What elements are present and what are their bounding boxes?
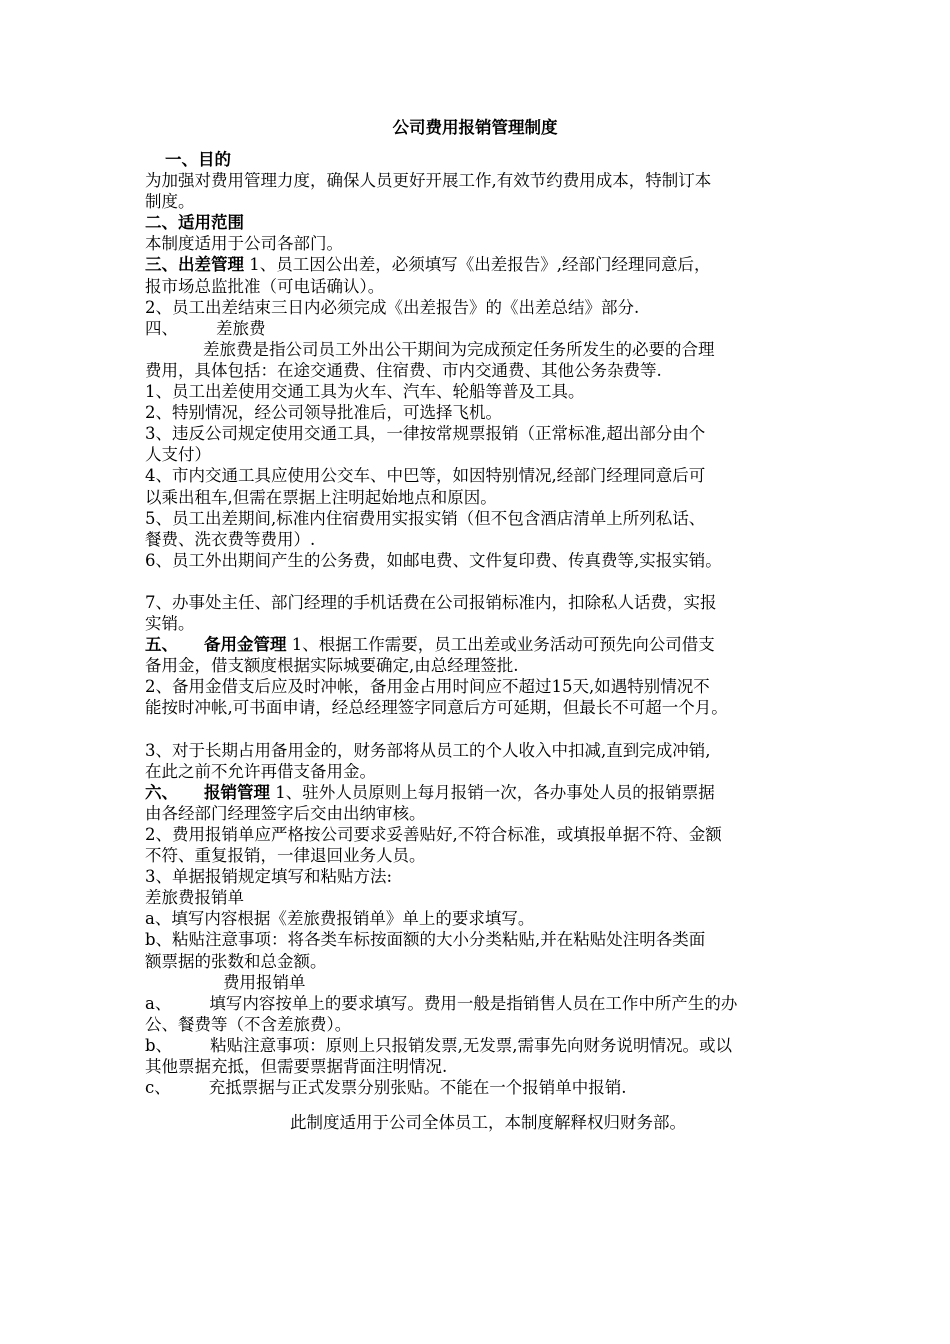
paragraph-line: 实销。	[145, 614, 195, 634]
footer-note: 此制度适用于公司全体员工，本制度解释权归财务部。	[290, 1113, 686, 1133]
list-item	[145, 1035, 825, 1056]
paragraph-line: 报市场总监批准（可电话确认）。	[145, 276, 385, 296]
inline-text: 1、驻外人员原则上每月报销一次，各办事处人员的报销票据	[270, 782, 715, 802]
paragraph-line: 在此之前不允许再借支备用金。	[145, 761, 376, 781]
paragraph-line: 3、对于长期占用备用金的，财务部将从员工的个人收入中扣减,直到完成冲销,	[145, 740, 711, 760]
paragraph-line	[145, 634, 825, 655]
paragraph-line: 公、餐费等（不含差旅费）。	[145, 1014, 352, 1034]
paragraph-line: 4、市内交通工具应使用公交车、中巴等，如因特别情况,经部门经理同意后可	[145, 466, 706, 486]
section-number: 六、	[145, 782, 178, 802]
list-item	[145, 1077, 825, 1098]
paragraph-line: 以乘出租车,但需在票据上注明起始地点和原因。	[145, 487, 497, 507]
paragraph-line: 2、备用金借支后应及时冲帐，备用金占用时间应不超过15天,如遇特别情况不	[145, 677, 710, 697]
blank-line	[145, 571, 825, 592]
inline-text: 1、根据工作需要，员工出差或业务活动可预先向公司借支	[286, 635, 715, 655]
inline-text: 1、员工因公出差，必须填写《出差报告》,经部门经理同意后，	[244, 255, 711, 275]
list-marker: c、	[145, 1078, 171, 1098]
paragraph-line: 为加强对费用管理力度，确保人员更好开展工作,有效节约费用成本，特制订本	[145, 171, 712, 191]
section-heading: 备用金管理	[204, 635, 287, 655]
paragraph-line: 额票据的张数和总金额。	[145, 951, 327, 971]
paragraph-line: 2、费用报销单应严格按公司要求妥善贴好,不符合标准，或填报单据不符、金额	[145, 825, 722, 844]
paragraph-line: 能按时冲帐,可书面申请，经总经理签字同意后方可延期，但最长不可超一个月。	[145, 698, 728, 718]
paragraph-line: 餐费、洗衣费等费用）.	[145, 529, 316, 549]
paragraph-line: 不符、重复报销，一律退回业务人员。	[145, 846, 426, 866]
section-heading: 差旅费	[216, 318, 266, 338]
section-heading: 三、出差管理	[145, 255, 244, 275]
paragraph-line: 1、员工出差使用交通工具为火车、汽车、轮船等普及工具。	[145, 382, 585, 402]
paragraph-line: 2、员工出差结束三日内必须完成《出差报告》的《出差总结》部分.	[145, 297, 640, 317]
paragraph-line: 人支付）	[145, 445, 211, 465]
section-heading-line	[145, 318, 825, 339]
section-heading: 二、适用范围	[145, 213, 244, 233]
document-title: 公司费用报销管理制度	[392, 118, 558, 137]
paragraph-line	[145, 254, 825, 275]
paragraph-line: 费用，具体包括：在途交通费、住宿费、市内交通费、其他公务杂费等.	[145, 360, 662, 380]
list-text: 填写内容按单上的要求填写。费用一般是指销售人员在工作中所产生的办	[209, 993, 738, 1013]
paragraph-line: b、粘贴注意事项：将各类车标按面额的大小分类粘贴,并在粘贴处注明各类面	[145, 930, 706, 950]
paragraph-line: 由各经部门经理签字后交由出纳审核。	[145, 803, 426, 823]
section-heading: 报销管理	[204, 782, 270, 802]
paragraph-line: 其他票据充抵，但需要票据背面注明情况.	[145, 1057, 448, 1077]
list-marker: b、	[145, 1035, 173, 1055]
paragraph-line: a、填写内容根据《差旅费报销单》单上的要求填写。	[145, 909, 535, 929]
subsection-heading: 费用报销单	[223, 972, 306, 992]
list-text: 充抵票据与正式发票分别张贴。不能在一个报销单中报销.	[208, 1078, 627, 1098]
section-number: 五、	[145, 635, 178, 655]
list-marker: a、	[145, 993, 172, 1013]
paragraph-line: 2、特别情况，经公司领导批准后，可选择飞机。	[145, 403, 502, 423]
paragraph-line: 备用金，借支额度根据实际城要确定,由总经理签批.	[145, 656, 519, 676]
list-text: 粘贴注意事项：原则上只报销发票,无发票,需事先向财务说明情况。或以	[210, 1035, 733, 1055]
paragraph-line: 差旅费报销单	[145, 888, 244, 908]
paragraph-line: 6、员工外出期间产生的公务费，如邮电费、文件复印费、传真费等,实报实销。	[145, 550, 722, 570]
document-body	[145, 149, 825, 1133]
blank-line	[145, 719, 825, 740]
section-heading: 一、目的	[165, 150, 231, 169]
paragraph-line	[145, 782, 825, 803]
list-item	[145, 993, 825, 1014]
paragraph-line: 3、违反公司规定使用交通工具，一律按常规票报销（正常标准,超出部分由个	[145, 424, 706, 444]
paragraph-line: 3、单据报销规定填写和粘贴方法:	[145, 867, 393, 887]
paragraph-line: 7、办事处主任、部门经理的手机话费在公司报销标准内，扣除私人话费，实报	[145, 592, 717, 612]
paragraph-line: 本制度适用于公司各部门。	[145, 234, 343, 254]
paragraph-line: 差旅费是指公司员工外出公干期间为完成预定任务所发生的必要的合理	[203, 339, 715, 359]
section-number: 四、	[145, 318, 178, 338]
paragraph-line: 5、员工出差期间,标准内住宿费用实报实销（但不包含酒店清单上所列私话、	[145, 508, 706, 528]
paragraph-line: 制度。	[145, 192, 195, 212]
